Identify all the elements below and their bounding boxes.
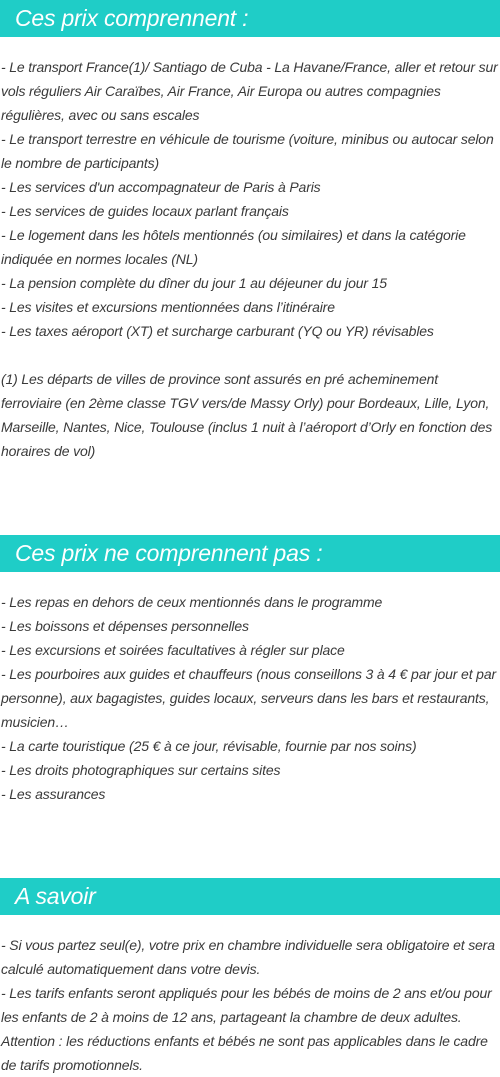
section-header-included: [0, 0, 500, 37]
section-header-not-included: [0, 535, 500, 572]
list-item: - Les pourboires aux guides et chauffeurs (nous conseillons 3 à 4 € par jour et par personne), aux bagagistes, guides locaux, serveurs dans les bars et restaurants, musicien…: [1, 666, 496, 730]
section-body-good-to-know: [1, 933, 498, 1077]
list-item: Attention : les réductions enfants et bébés ne sont pas applicables dans le cadre de tarifs promotionnels.: [1, 1033, 488, 1073]
section-body-included: [1, 55, 498, 463]
list-item: - Les tarifs enfants seront appliqués pour les bébés de moins de 2 ans et/ou pour les enfants de 2 à moins de 12 ans, partageant la chambre de deux adultes.: [1, 985, 492, 1025]
section-body-not-included: [1, 590, 498, 806]
list-item: - Le transport France(1)/ Santiago de Cuba - La Havane/France, aller et retour sur vols réguliers Air Caraïbes, Air France, Air Europa ou autres compagnies régulières, avec ou sans escales: [1, 59, 498, 123]
blank-line: [1, 343, 498, 367]
list-item: - La carte touristique (25 € à ce jour, révisable, fournie par nos soins): [1, 738, 417, 754]
list-item: - Les visites et excursions mentionnées dans l’itinéraire: [1, 299, 335, 315]
section-title: Ces prix ne comprennent pas :: [15, 540, 323, 566]
list-item: - Les repas en dehors de ceux mentionnés dans le programme: [1, 594, 383, 610]
list-item: - Les droits photographiques sur certains sites: [1, 762, 281, 778]
list-item: - La pension complète du dîner du jour 1 au déjeuner du jour 15: [1, 275, 387, 291]
list-item: - Le logement dans les hôtels mentionnés (ou similaires) et dans la catégorie indiquée en normes locales (NL): [1, 227, 466, 267]
footnote: (1) Les départs de villes de province sont assurés en pré acheminement ferroviaire (en 2ème classe TGV vers/de Massy Orly) pour Bordeaux, Lille, Lyon, Marseille, Nantes, Nice, Toulouse (inclus 1 nuit à l’aéroport d’Orly en fonction des horaires de vol): [1, 371, 493, 459]
list-item: - Les boissons et dépenses personnelles: [1, 618, 249, 634]
section-title: Ces prix comprennent :: [15, 5, 249, 31]
section-header-good-to-know: [0, 878, 500, 915]
list-item: - Les assurances: [1, 786, 106, 802]
list-item: - Le transport terrestre en véhicule de tourisme (voiture, minibus ou autocar selon le nombre de participants): [1, 131, 494, 171]
list-item: - Les taxes aéroport (XT) et surcharge carburant (YQ ou YR) révisables: [1, 323, 434, 339]
section-title: A savoir: [15, 883, 96, 909]
list-item: - Les services de guides locaux parlant français: [1, 203, 289, 219]
list-item: - Si vous partez seul(e), votre prix en chambre individuelle sera obligatoire et sera calculé automatiquement dans votre devis.: [1, 937, 495, 977]
list-item: - Les excursions et soirées facultatives à régler sur place: [1, 642, 345, 658]
list-item: - Les services d'un accompagnateur de Paris à Paris: [1, 179, 321, 195]
